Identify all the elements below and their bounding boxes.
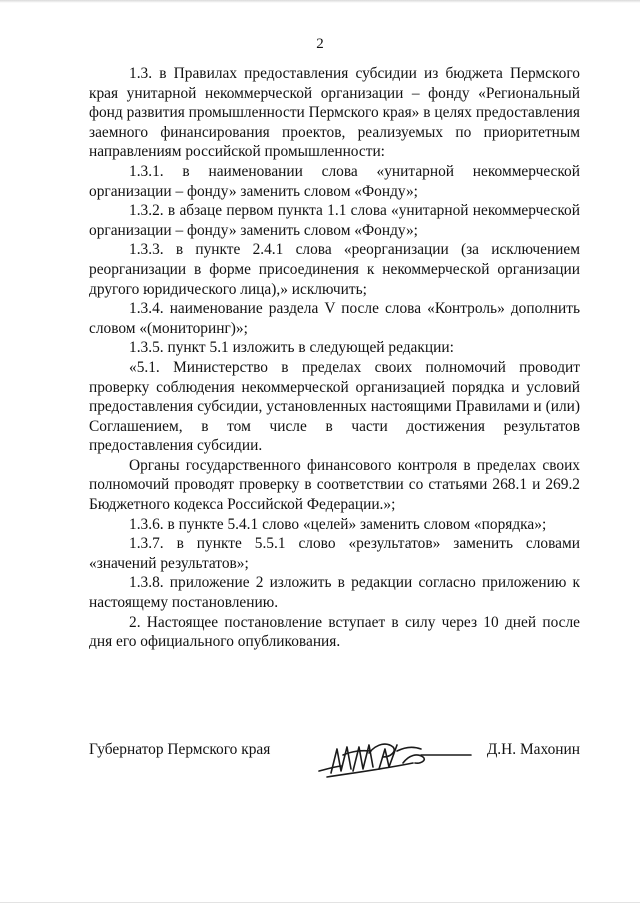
- paragraph-1-3-2: 1.3.2. в абзаце первом пункта 1.1 слова «унитарной некоммерческой организации – фонду» заменить словом «Фонду»;: [89, 202, 580, 239]
- scan-edge-top: [0, 0, 640, 3]
- paragraph-1-3-8: 1.3.8. приложение 2 изложить в редакции согласно приложению к настоящему постановлению.: [89, 574, 580, 612]
- document-body: [89, 64, 580, 652]
- paragraph-1-3-3: 1.3.3. в пункте 2.4.1 слова «реорганизации (за исключением реорганизации в форме присоединения к некоммерческой организации другого юридического лица),» исключить;: [89, 241, 580, 298]
- paragraph-1-3-7: 1.3.7. в пункте 5.5.1 слово «результатов» заменить словами «значений результатов»;: [89, 535, 580, 572]
- signatory-name: Д.Н. Махонин: [486, 741, 580, 758]
- paragraph-1-3-1: 1.3.1. в наименовании слова «унитарной некоммерческой организации – фонду» заменить словом «Фонду»;: [89, 162, 580, 200]
- paragraph-1-3-4: 1.3.4. наименование раздела V после слова «Контроль» дополнить словом «(мониторинг)»;: [89, 300, 580, 337]
- scan-edge-bottom: [0, 902, 640, 903]
- page-number: 2: [316, 36, 324, 52]
- signature-block: [89, 733, 580, 783]
- paragraph-1-3-5: 1.3.5. пункт 5.1 изложить в следующей редакции:: [129, 339, 454, 357]
- paragraph-1-3: 1.3. в Правилах предоставления субсидии из бюджета Пермского края унитарной некоммерческой организации – фонду «Региональный фонд развития промышленности Пермского края» в целях предоставления заемного финансирования проектов, реализуемых по приоритетным направлениям российской промышленности:: [89, 65, 580, 161]
- paragraph-2-effective-date: 2. Настоящее постановление вступает в силу через 10 дней после дня его официального опубликования.: [89, 613, 580, 651]
- paragraph-5-1-quote: «5.1. Министерство в пределах своих полномочий проводит проверку соблюдения некоммерческой организацией порядка и условий предоставления субсидии, установленных настоящими Правилами и (или) Соглашением, в том числе в части достижения результатов предоставления субсидии.: [89, 358, 580, 455]
- paragraph-1-3-6: 1.3.6. в пункте 5.4.1 слово «целей» заменить словом «порядка»;: [129, 515, 547, 533]
- handwritten-signature: [313, 733, 483, 781]
- paragraph-financial-control: Органы государственного финансового контроля в пределах своих полномочий проводят проверку в соответствии со статьями 268.1 и 269.2 Бюджетного кодекса Российской Федерации.»;: [89, 456, 580, 514]
- signatory-role: Губернатор Пермского края: [89, 741, 271, 758]
